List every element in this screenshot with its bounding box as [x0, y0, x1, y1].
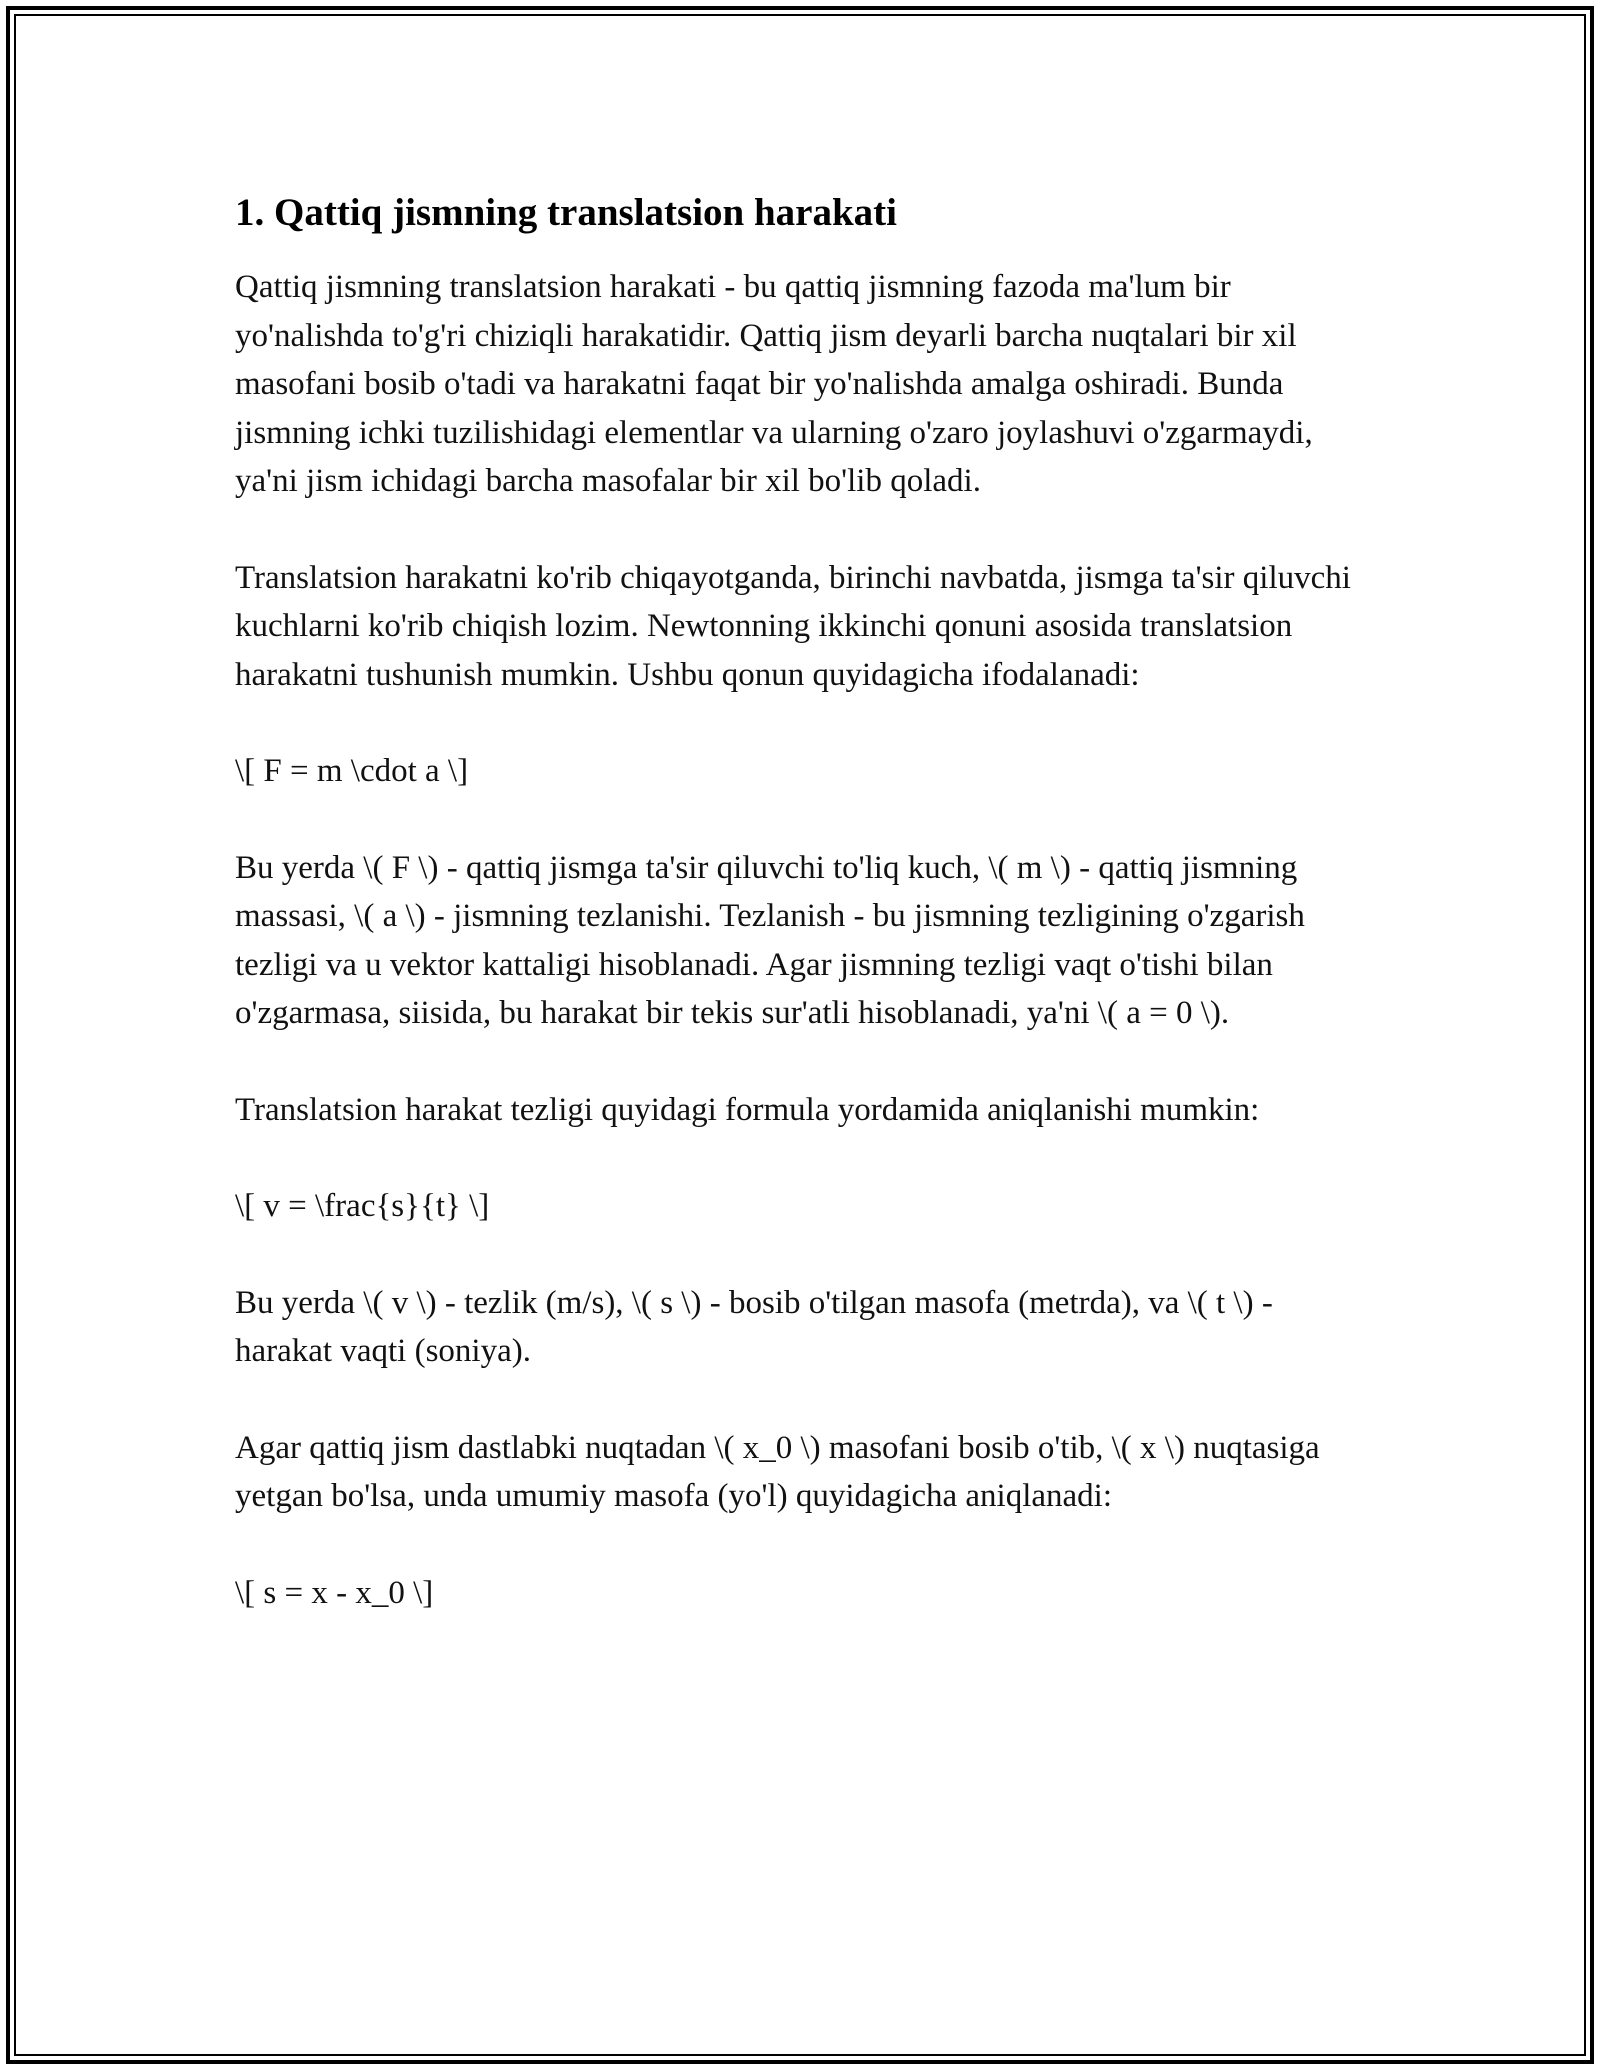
- paragraph-force-terms: Bu yerda \( F \) - qattiq jismga ta'sir qiluvchi to'liq kuch, \( m \) - qattiq jismning massasi, \( a \) - jismning tezlanishi. Tezlanish - bu jismning tezligining o'zgarish tezligi va u vektor kattaligi hisoblanadi. Agar jismning tezligi vaqt o'tishi bilan o'zgarmasa, siisida, bu harakat bir tekis sur'atli hisoblanadi, ya'ni \( a = 0 \).: [235, 849, 1305, 1031]
- formula-force: \[ F = m \cdot a \]: [235, 753, 469, 789]
- document-body: [235, 185, 1365, 1665]
- paragraph-velocity-terms: Bu yerda \( v \) - tezlik (m/s), \( s \) - bosib o'tilgan masofa (metrda), va \( t \) - harakat vaqti (soniya).: [235, 1284, 1273, 1369]
- paragraph-definition: Qattiq jismning translatsion harakati - bu qattiq jismning fazoda ma'lum bir yo'nalishda to'g'ri chiziqli harakatidir. Qattiq jism deyarli barcha nuqtalari bir xil masofani bosib o'tadi va harakatni faqat bir yo'nalishda amalga oshiradi. Bunda jismning ichki tuzilishidagi elementlar va ularning o'zaro joylashuvi o'zgarmaydi, ya'ni jism ichidagi barcha masofalar bir xil bo'lib qoladi.: [235, 269, 1313, 499]
- paragraph-velocity-intro: Translatsion harakat tezligi quyidagi formula yordamida aniqlanishi mumkin:: [235, 1091, 1260, 1128]
- paragraph-distance-intro: Agar qattiq jism dastlabki nuqtadan \( x_0 \) masofani bosib o'tib, \( x \) nuqtasiga yetgan bo'lsa, unda umumiy masofa (yo'l) quyidagicha aniqlanadi:: [235, 1429, 1320, 1514]
- formula-distance: \[ s = x - x_0 \]: [235, 1574, 434, 1611]
- section-heading: 1. Qattiq jismning translatsion harakati: [235, 191, 897, 234]
- paragraph-newton-law: Translatsion harakatni ko'rib chiqayotganda, birinchi navbatda, jismga ta'sir qiluvchi kuchlarni ko'rib chiqish lozim. Newtonning ikkinchi qonuni asosida translatsion harakatni tushunish mumkin. Ushbu qonun quyidagicha ifodalanadi:: [235, 559, 1351, 693]
- formula-velocity: \[ v = \frac{s}{t} \]: [235, 1188, 490, 1224]
